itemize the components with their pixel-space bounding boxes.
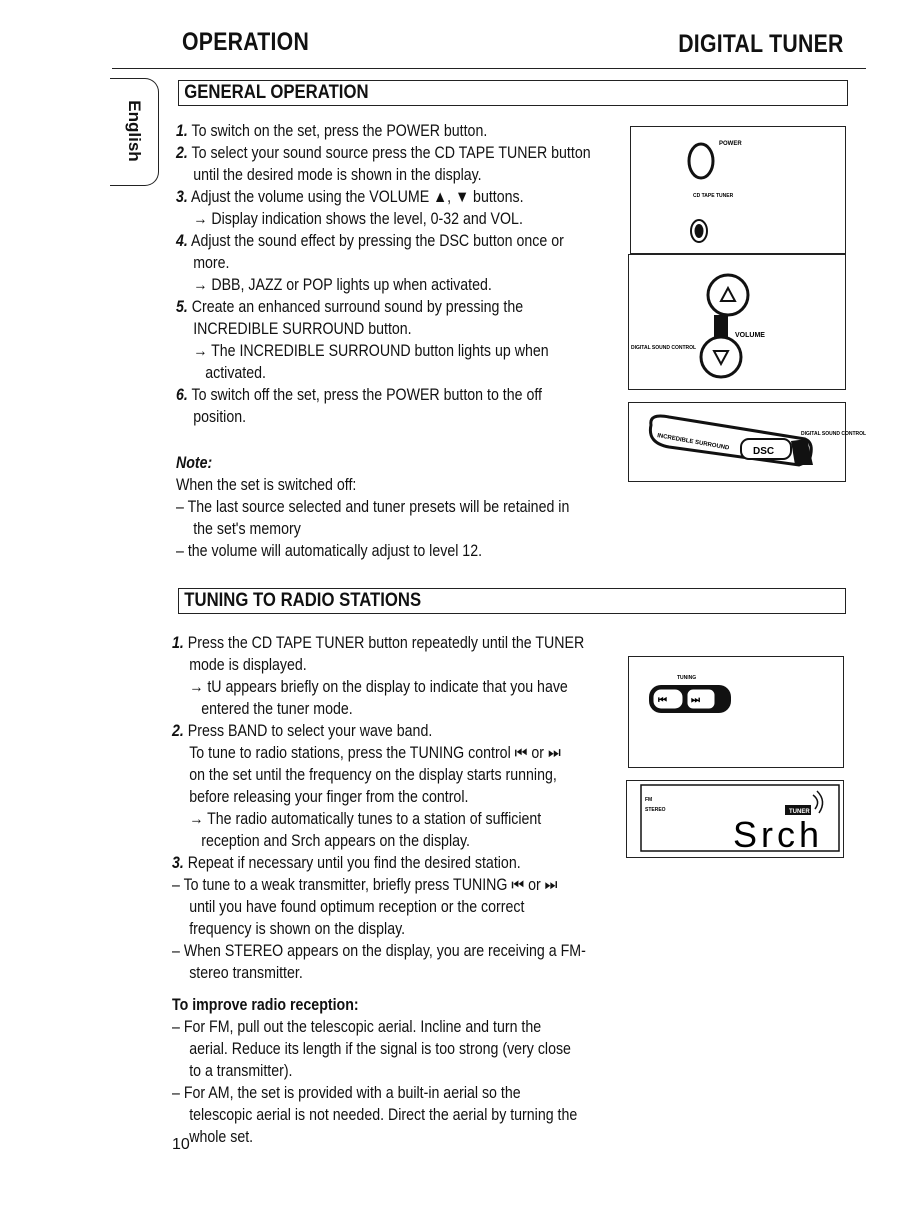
section-header-digital-tuner: DIGITAL TUNER	[678, 30, 844, 58]
step-line: – To tune to a weak transmitter, briefly press TUNING ⏮ or ⏭	[172, 876, 558, 894]
incredible-label: INCREDIBLE SURROUND	[656, 433, 730, 452]
volume-illustration	[628, 254, 846, 390]
note-line: – The last source selected and tuner presets will be retained in	[176, 498, 570, 516]
source-button-fill	[695, 224, 704, 238]
step-line: 1. Press the CD TAPE TUNER button repeatedly until the TUNER	[172, 634, 585, 652]
note-title: Note:	[176, 454, 213, 472]
step-line: stereo transmitter.	[189, 964, 303, 982]
step-line: 3. Repeat if necessary until you find the desired station.	[172, 854, 521, 872]
step-line: reception and Srch appears on the display.	[201, 832, 470, 850]
step-line: INCREDIBLE SURROUND button.	[193, 320, 412, 338]
improve-title: To improve radio reception:	[172, 996, 359, 1014]
improve-line: telescopic aerial is not needed. Direct the aerial by turning the	[189, 1106, 578, 1124]
dsc-svg	[629, 403, 867, 481]
step-line: entered the tuner mode.	[201, 700, 353, 718]
section-title-general: GENERAL OPERATION	[184, 82, 369, 103]
dsc-right-label: DIGITAL SOUND CONTROL	[801, 431, 867, 437]
step-line: activated.	[205, 364, 266, 382]
tuner-badge: TUNER	[789, 809, 810, 815]
step-line: 2. To select your sound source press the CD TAPE TUNER button	[176, 144, 591, 162]
step-line: To tune to radio stations, press the TUNING control ⏮ or ⏭	[189, 744, 561, 762]
display-svg	[627, 781, 843, 857]
section-title-box-general	[178, 80, 848, 106]
power-label: POWER	[719, 141, 742, 147]
source-label: CD TAPE TUNER	[693, 193, 734, 199]
note-block	[176, 452, 633, 562]
power-source-svg	[631, 127, 845, 253]
tuning-steps	[172, 632, 653, 984]
step-line: before releasing your finger from the control.	[189, 788, 469, 806]
section-header-operation: OPERATION	[182, 28, 310, 56]
step-line: until the desired mode is shown in the display.	[193, 166, 482, 184]
header-rule	[112, 68, 866, 69]
power-button-icon	[689, 144, 713, 178]
note-line: When the set is switched off:	[176, 476, 357, 494]
tuning-next-icon: ⏭	[691, 695, 700, 706]
step-line: – When STEREO appears on the display, you are receiving a FM-	[172, 942, 586, 960]
step-line: 3. Adjust the volume using the VOLUME ▲, ▼ buttons.	[176, 188, 524, 206]
step-line: → The radio automatically tunes to a station of sufficient	[189, 810, 542, 828]
volume-label: VOLUME	[735, 332, 765, 339]
step-line: 4. Adjust the sound effect by pressing the DSC button once or	[176, 232, 564, 250]
step-line: 5. Create an enhanced surround sound by pressing the	[176, 298, 524, 316]
volume-up-button	[708, 275, 748, 315]
improve-reception-block	[172, 994, 643, 1148]
dsc-illustration	[628, 402, 867, 482]
note-line: the set's memory	[193, 520, 301, 538]
step-line: → The INCREDIBLE SURROUND button lights up when	[193, 342, 549, 360]
volume-svg	[629, 255, 845, 389]
power-source-illustration	[630, 126, 846, 254]
step-line: mode is displayed.	[189, 656, 307, 674]
tuning-label: TUNING	[677, 675, 697, 681]
improve-line: to a transmitter).	[189, 1062, 293, 1080]
section-title-box-tuning	[178, 588, 846, 614]
step-line: frequency is shown on the display.	[189, 920, 406, 938]
display-text: Srch	[733, 814, 824, 855]
step-line: 6. To switch off the set, press the POWER button to the off	[176, 386, 542, 404]
language-tab-label: English	[125, 100, 144, 162]
step-line: 2. Press BAND to select your wave band.	[172, 722, 433, 740]
note-line: – the volume will automatically adjust to level 12.	[176, 542, 483, 560]
volume-down-button	[701, 337, 741, 377]
step-line: on the set until the frequency on the display starts running,	[189, 766, 557, 784]
fm-label: FM	[645, 797, 653, 803]
improve-line: whole set.	[189, 1128, 254, 1146]
improve-line: – For AM, the set is provided with a built-in aerial so the	[172, 1084, 521, 1102]
tuning-prev-icon: ⏮	[658, 695, 667, 706]
page-number: 10	[172, 1136, 190, 1153]
dsc-label: DSC	[753, 446, 775, 457]
dsc-side-label: DIGITAL SOUND CONTROL	[631, 345, 697, 351]
step-line: more.	[193, 254, 230, 272]
improve-line: – For FM, pull out the telescopic aerial. Incline and turn the	[172, 1018, 542, 1036]
step-line: until you have found optimum reception or the correct	[189, 898, 525, 916]
display-illustration	[626, 780, 844, 858]
general-operation-steps	[176, 120, 658, 428]
section-title-tuning: TUNING TO RADIO STATIONS	[184, 590, 422, 611]
step-line: position.	[193, 408, 247, 426]
tuning-illustration	[628, 656, 844, 768]
step-line: → Display indication shows the level, 0-32 and VOL.	[193, 210, 523, 228]
stereo-label: STEREO	[645, 807, 666, 813]
step-line: → tU appears briefly on the display to indicate that you have	[189, 678, 568, 696]
step-line: → DBB, JAZZ or POP lights up when activated.	[193, 276, 492, 294]
improve-line: aerial. Reduce its length if the signal is too strong (very close	[189, 1040, 571, 1058]
tuning-svg	[629, 657, 843, 767]
step-line: 1. To switch on the set, press the POWER button.	[176, 122, 488, 140]
